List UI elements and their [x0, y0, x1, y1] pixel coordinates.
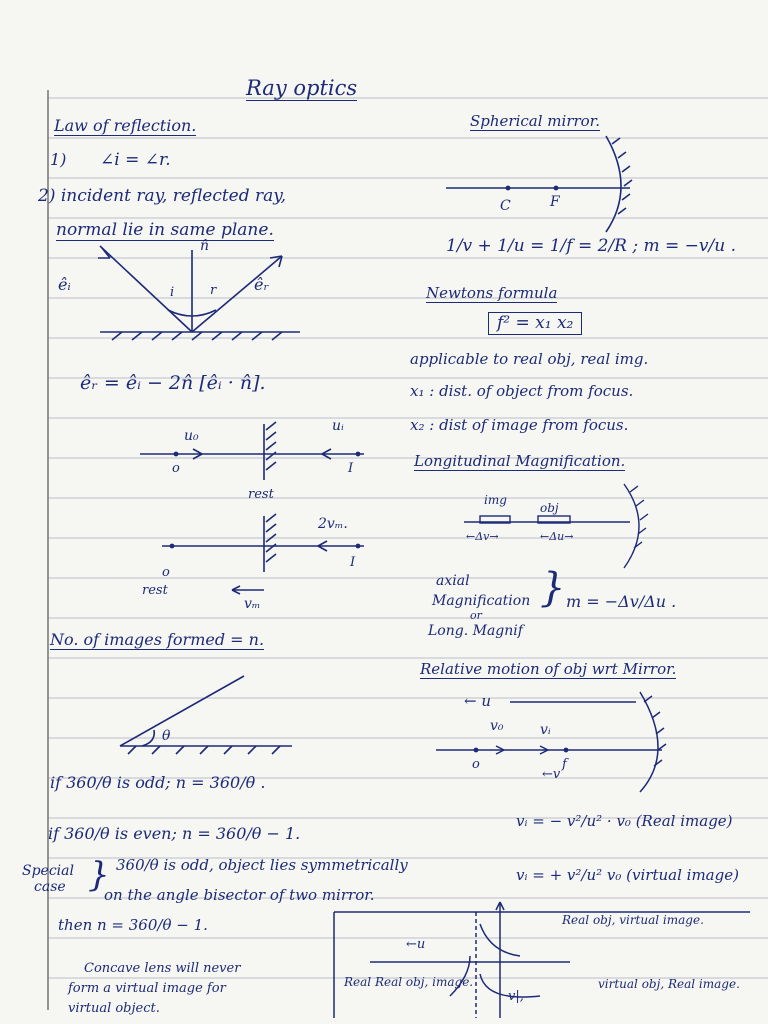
f-label-2: f [562, 757, 567, 772]
er-label: êᵣ [254, 275, 270, 294]
r-label: r [210, 283, 217, 298]
reflection-heading: Law of reflection. [54, 116, 197, 135]
o-label: o [472, 757, 480, 772]
page-title: Ray optics [246, 76, 358, 100]
even-case: if 360/θ is even; n = 360/θ − 1. [48, 824, 301, 843]
special-case-line-1: 360/θ is odd, object lies symmetrically [116, 856, 408, 874]
virtual-obj-real-img-label: virtual obj, Real image. [598, 977, 740, 991]
special-case-label-1: Special [22, 863, 74, 879]
longitudinal-diagram [460, 478, 680, 568]
axial-line-2: Magnification [432, 593, 531, 609]
real-real-label: Real Real obj, image. [344, 975, 474, 989]
vi-real-image: vᵢ = − v²/u² · v₀ (Real image) [516, 812, 733, 830]
concave-note-line-1: Concave lens will never [84, 961, 241, 976]
incident-ray [100, 246, 192, 332]
mirror-formula: 1/v + 1/u = 1/f = 2/R ; m = −v/u . [446, 236, 737, 256]
longitudinal-heading: Longitudinal Magnification. [414, 452, 626, 470]
relative-motion-heading: Relative motion of obj wrt Mirror. [420, 660, 677, 678]
normal-label: n̂ [200, 238, 210, 254]
axial-formula: m = −Δv/Δu . [566, 592, 677, 611]
2vm-label: 2vₘ. [318, 516, 348, 532]
ei-label: êᵢ [58, 275, 71, 294]
uo-label: u₀ [184, 428, 199, 444]
axial-line-3: or [470, 609, 482, 622]
theta-label: θ [162, 728, 171, 744]
law-2-line-1: 2) incident ray, reflected ray, [38, 186, 287, 206]
odd-case: if 360/θ is odd; n = 360/θ . [50, 773, 266, 792]
special-case-line-3: then n = 360/θ − 1. [58, 916, 208, 934]
law-1: ∠i = ∠r. [100, 150, 171, 170]
i-label: i [170, 285, 175, 300]
c-label: C [500, 198, 511, 214]
graph-u-label: ←u [406, 937, 426, 952]
plane-mirror-diagram [132, 420, 392, 500]
vm-label: vₘ [244, 596, 261, 612]
dv-label: ←Δv→ [466, 530, 499, 543]
vo-label: v₀ [490, 718, 504, 734]
ui-label: uᵢ [332, 418, 344, 434]
x2-definition: x₂ : dist of image from focus. [410, 416, 629, 434]
vi-label: vᵢ [540, 722, 551, 738]
du-label: ←Δu→ [540, 530, 574, 543]
relative-motion-diagram [430, 688, 680, 788]
f-label: F [550, 194, 560, 210]
axial-brace: } [540, 565, 566, 611]
image-label-2: I [350, 555, 356, 570]
object-label-2: o [162, 565, 170, 580]
law-1-number: 1) [50, 150, 67, 169]
object-label: o [172, 461, 180, 476]
spherical-mirror-diagram [440, 130, 660, 230]
concave-note-line-2: form a virtual image for [68, 981, 226, 996]
x1-definition: x₁ : dist. of object from focus. [410, 382, 634, 400]
axial-line-4: Long. Magnif [428, 623, 523, 639]
image-label: I [348, 461, 354, 476]
reflection-vector-formula: êᵣ = êᵢ − 2n̂ [êᵢ · n̂]. [80, 372, 266, 394]
special-case-line-2: on the angle bisector of two mirror. [104, 886, 375, 904]
img-label: img [484, 493, 507, 507]
moving-mirror-diagram [132, 510, 392, 610]
u-label: ← u [464, 692, 491, 710]
image-position-graph [330, 900, 760, 1020]
newton-heading: Newtons formula [426, 284, 558, 302]
axial-line-1: axial [436, 573, 470, 589]
reflected-ray [192, 256, 282, 332]
law-2-line-2: normal lie in same plane. [56, 220, 274, 240]
rest-label-2: rest [142, 583, 168, 598]
v-label: ←v [542, 767, 561, 782]
special-case-label-2: case [34, 879, 66, 895]
graph-vi-label: v|, [508, 989, 524, 1004]
special-case-brace: } [88, 855, 110, 895]
two-mirror-diagram [112, 672, 312, 752]
reflection-diagram [50, 236, 310, 356]
obj-label: obj [540, 501, 559, 515]
images-formed-heading: No. of images formed = n. [50, 630, 265, 649]
newton-formula: f² = x₁ x₂ [488, 312, 582, 335]
rest-label: rest [248, 487, 274, 502]
real-obj-virtual-img-label: Real obj, virtual image. [562, 913, 704, 927]
concave-note-line-3: virtual object. [68, 1001, 160, 1016]
spherical-mirror-heading: Spherical mirror. [470, 112, 600, 130]
applicable-line: applicable to real obj, real img. [410, 350, 649, 368]
vi-virtual-image: vᵢ = + v²/u² v₀ (virtual image) [516, 866, 739, 884]
